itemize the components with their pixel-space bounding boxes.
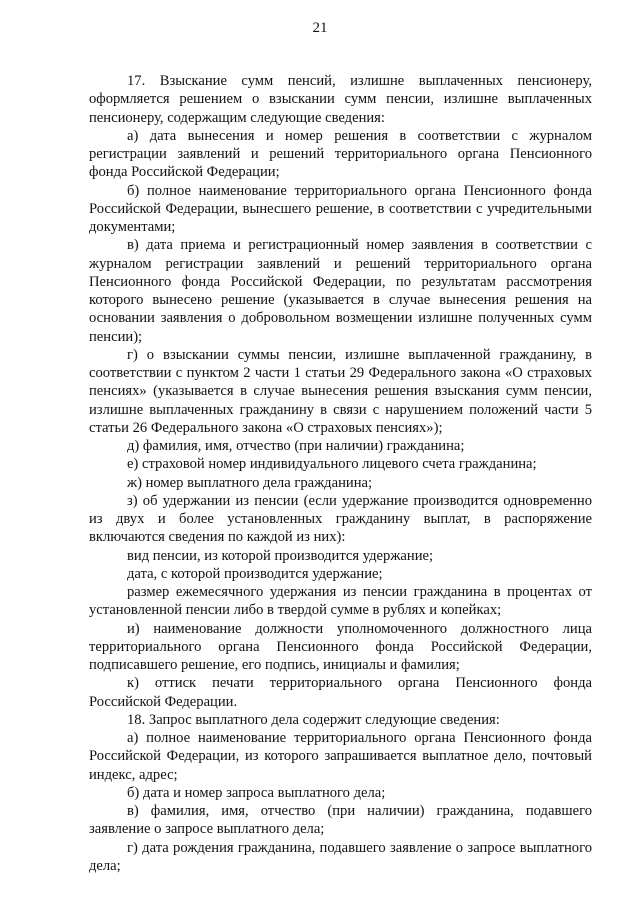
paragraph-18-g: г) дата рождения гражданина, подавшего заявление о запросе выплатного дела; — [89, 839, 592, 874]
paragraph-17-v: в) дата приема и регистрационный номер заявления в соответствии с журналом регистрации заявлений и решений территориального органа Пенсионного фонда Российской Федерации, по результатам рассмотрения которого вынесено решение (указывается в случае вынесения решения на основании заявления о добровольном возмещении излишне полученных сумм пенсии); — [89, 237, 592, 345]
paragraph-17-d: д) фамилия, имя, отчество (при наличии) гражданина; — [127, 438, 465, 454]
paragraph-17-z-item-3: размер ежемесячного удержания из пенсии гражданина в процентах от установленной пенсии либо в твердой сумме в рублях и копейках; — [89, 584, 592, 619]
paragraph-17-z: з) об удержании из пенсии (если удержание производится одновременно из двух и более установленных гражданину выплат, в распоряжение включаются сведения по каждой из них): — [89, 492, 592, 546]
page-number: 21 — [312, 20, 328, 36]
paragraph-17-k: к) оттиск печати территориального органа Пенсионного фонда Российской Федерации. — [89, 675, 592, 710]
paragraph-17-b: б) полное наименование территориального органа Пенсионного фонда Российской Федерации, вынесшего решение, в соответствии с учредительными документами; — [89, 182, 592, 235]
paragraph-18-b: б) дата и номер запроса выплатного дела; — [127, 784, 386, 801]
document-body — [89, 72, 592, 875]
paragraph-18-a: а) полное наименование территориального органа Пенсионного фонда Российской Федерации, из которого запрашивается выплатное дело, почтовый индекс, адрес; — [89, 730, 592, 783]
paragraph-17-z-item-1: вид пенсии, из которой производится удержание; — [127, 547, 434, 564]
paragraph-17-e: е) страховой номер индивидуального лицевого счета гражданина; — [127, 456, 537, 473]
paragraph-17-a: а) дата вынесения и номер решения в соответствии с журналом регистрации заявлений и решений территориального органа Пенсионного фонда Российской Федерации; — [89, 127, 592, 181]
paragraph-18-v: в) фамилия, имя, отчество (при наличии) гражданина, подавшего заявление о запросе выплатного дела; — [89, 803, 592, 838]
paragraph-17-g: г) о взыскании суммы пенсии, излишне выплаченной гражданину, в соответствии с пунктом 2 части 1 статьи 29 Федерального закона «О страховых пенсиях» (указывается в случае вынесения решения взыскания сумм пенсии, излишне выплаченных гражданину в связи с нарушением положений части 5 статьи 26 Федерального закона «О страховых пенсиях»); — [89, 346, 592, 436]
paragraph-17-intro: 17. Взыскание сумм пенсий, излишне выплаченных пенсионеру, оформляется решением о взыскании сумм пенсии, излишне выплаченных пенсионеру, содержащим следующие сведения: — [89, 73, 592, 126]
paragraph-17-zh: ж) номер выплатного дела гражданина; — [127, 474, 373, 491]
paragraph-17-i: и) наименование должности уполномоченного должностного лица территориального органа Пенсионного фонда Российской Федерации, подписавшего решение, его подпись, инициалы и фамилия; — [89, 620, 592, 673]
paragraph-17-z-item-2: дата, с которой производится удержание; — [127, 565, 383, 582]
paragraph-18-intro: 18. Запрос выплатного дела содержит следующие сведения: — [127, 711, 500, 728]
